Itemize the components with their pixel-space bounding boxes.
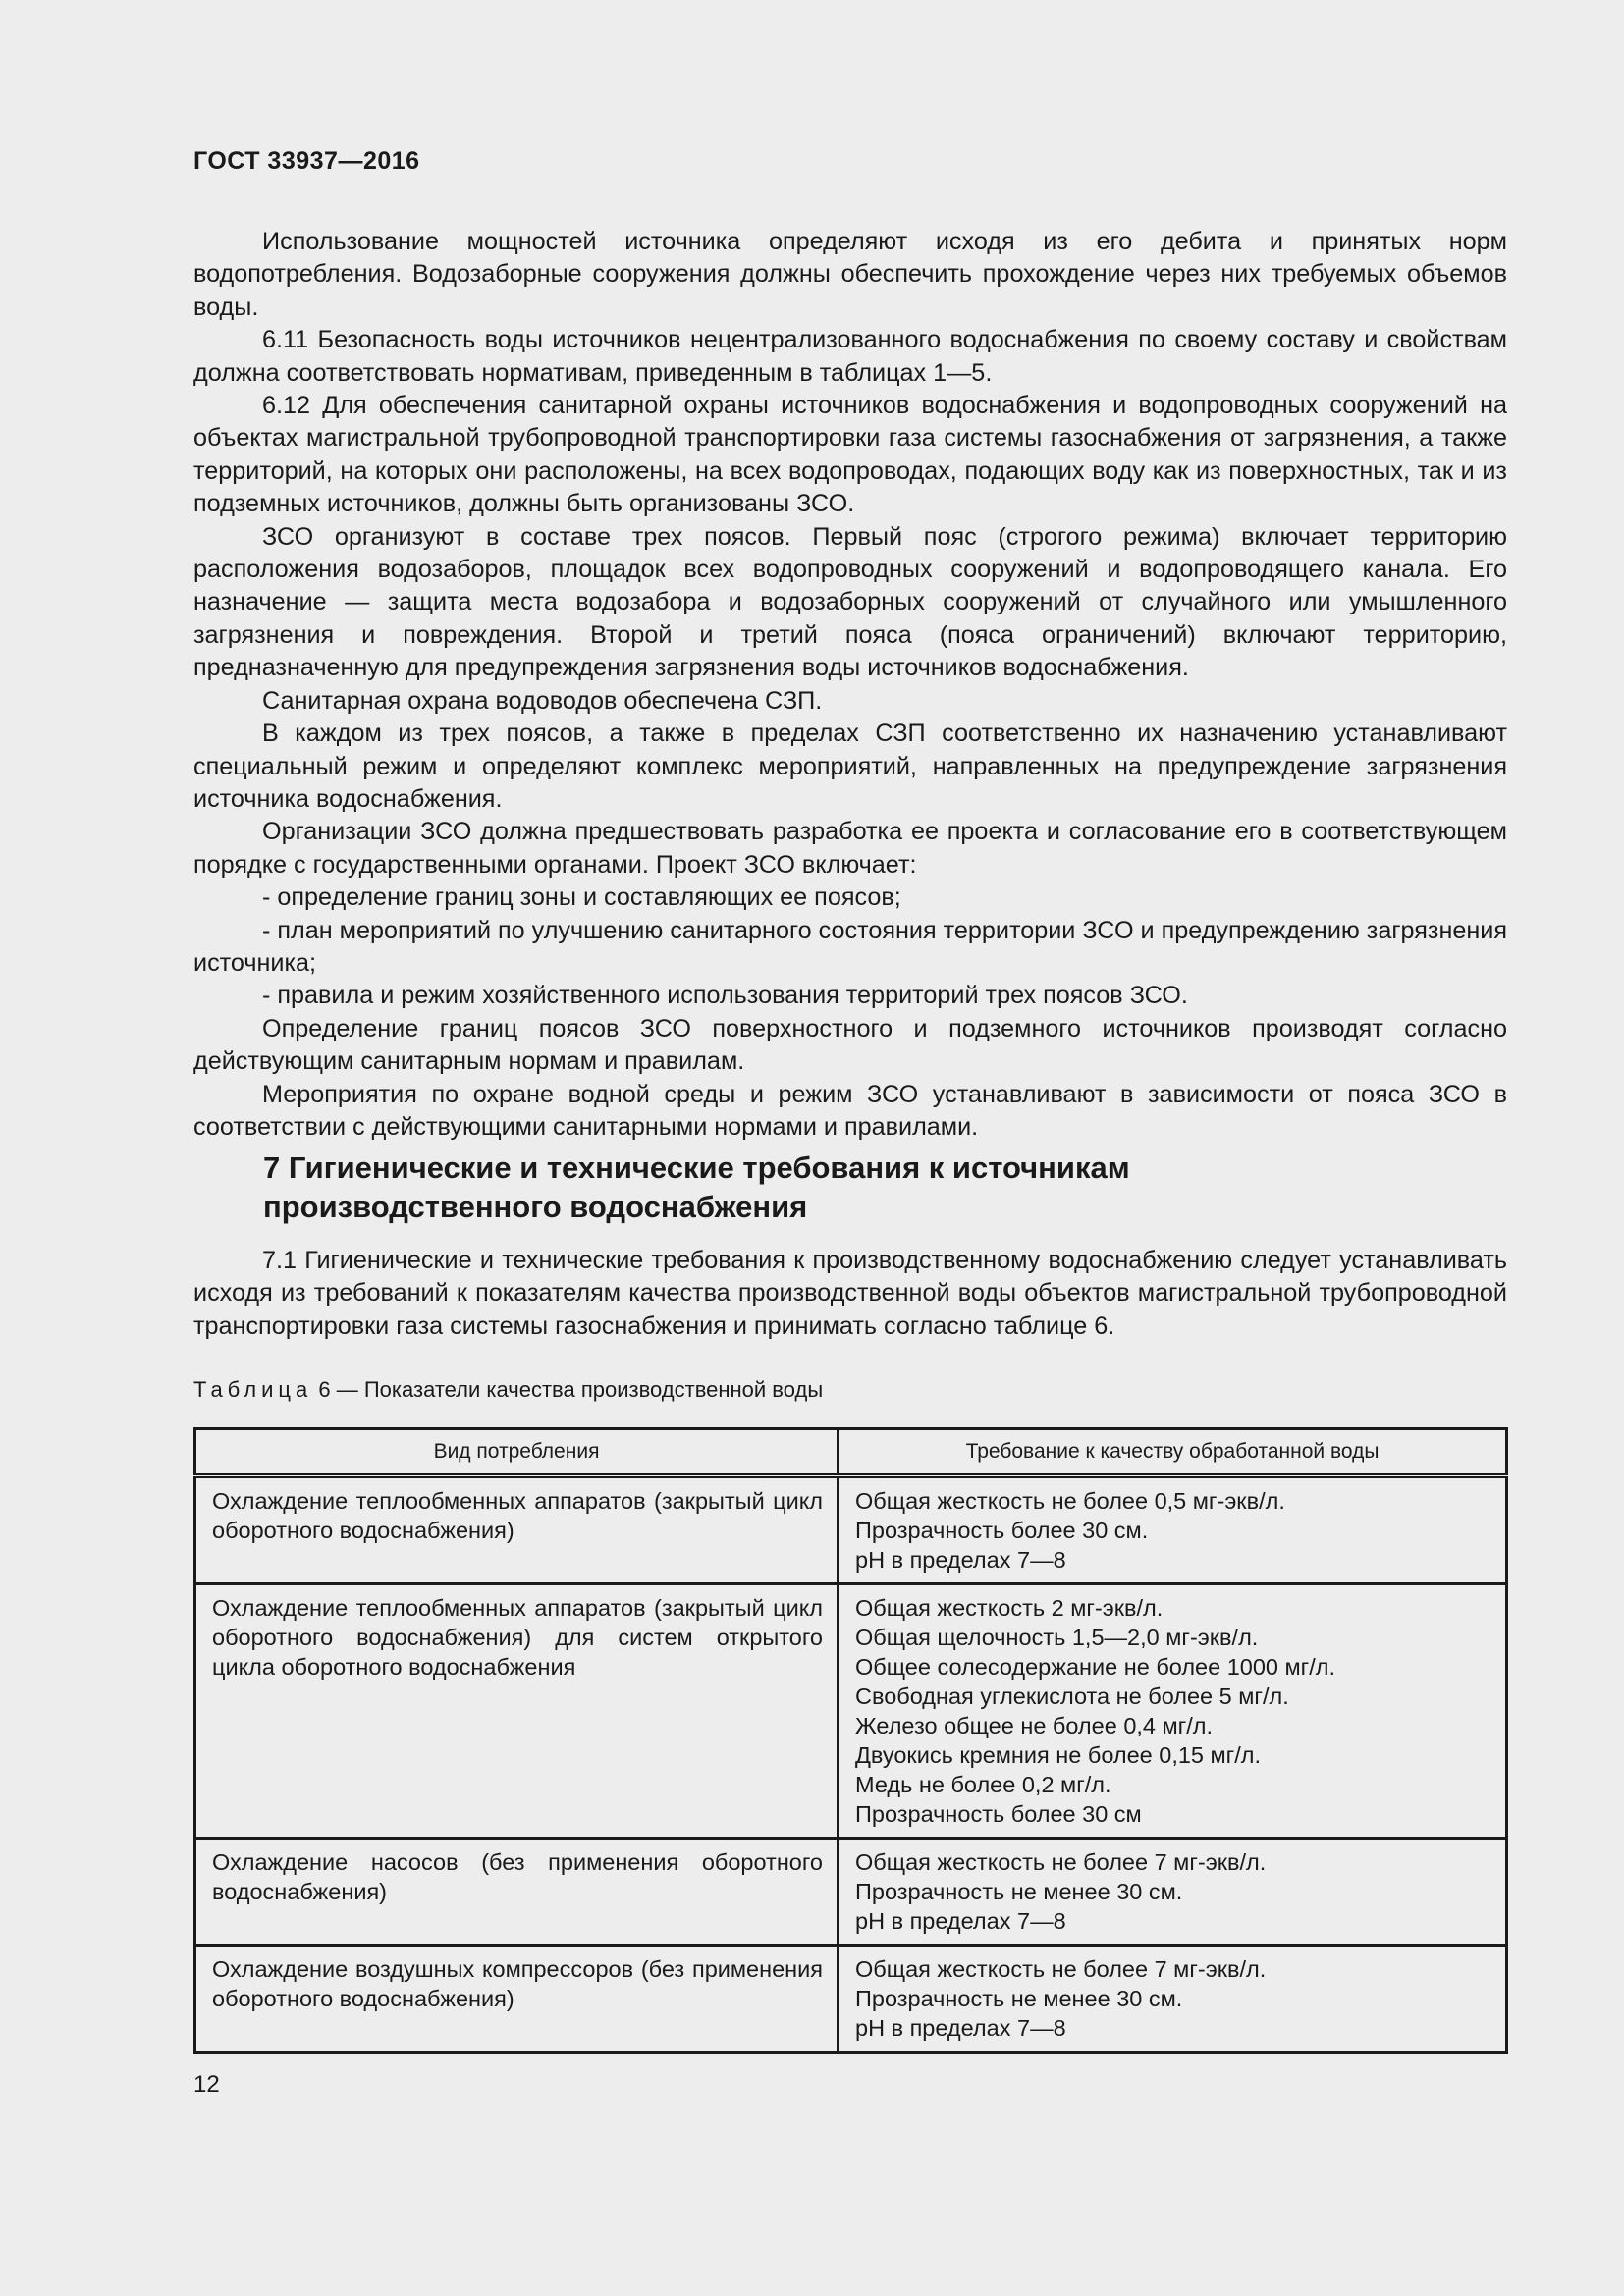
table-row	[195, 1946, 1507, 2053]
paragraph: 7.1 Гигиенические и технические требования к производственному водоснабжению следует устанавливать исходя из требований к показателям качества производственной воды объектов магистральной трубопроводной транспортировки газа системы газоснабжения и принимать согласно таблице 6.	[193, 1247, 1507, 1340]
paragraph: Санитарная охрана водоводов обеспечена СЗП.	[262, 686, 823, 715]
list-item: - план мероприятий по улучшению санитарного состояния территории ЗСО и предупреждению загрязнения источника;	[193, 916, 1507, 977]
table-row	[195, 1476, 1507, 1584]
paragraph: 6.11 Безопасность воды источников нецентрализованного водоснабжения по своему составу и свойствам должна соответствовать нормативам, приведенным в таблицах 1—5.	[193, 326, 1507, 387]
req-line: Прозрачность не менее 30 см.	[855, 1879, 1183, 1904]
table-cell-use: Охлаждение воздушных компрессоров (без применения оборотного водоснабжения)	[195, 1946, 839, 2053]
section-title-line: 7 Гигиенические и технические требования к источникам	[263, 1150, 1130, 1185]
document-header: ГОСТ 33937—2016	[193, 147, 420, 175]
req-line: Общее солесодержание не более 1000 мг/л.	[855, 1654, 1336, 1680]
section-7-body	[193, 1245, 1507, 1343]
section-7-title	[263, 1148, 1343, 1227]
table-6	[193, 1427, 1508, 2054]
req-line: Свободная углекислота не более 5 мг/л.	[855, 1683, 1289, 1709]
body-text	[193, 226, 1507, 1144]
table-cell-reqs	[839, 1476, 1507, 1584]
paragraph: Определение границ поясов ЗСО поверхностного и подземного источников производят согласно действующим санитарным нормам и правилам.	[193, 1014, 1507, 1076]
paragraph: 6.12 Для обеспечения санитарной охраны источников водоснабжения и водопроводных сооружений на объектах магистральной трубопроводной транспортировки газа системы газоснабжения от загрязнения, а также территорий, на которых они расположены, на всех водопроводах, подающих воду как из поверхностных, так и из подземных источников, должны быть организованы ЗСО.	[193, 392, 1507, 518]
column-header: Вид потребления	[195, 1429, 839, 1476]
req-line: Двуокись кремния не более 0,15 мг/л.	[855, 1742, 1262, 1768]
req-line: Общая щелочность 1,5—2,0 мг-экв/л.	[855, 1625, 1259, 1650]
table-cell-reqs	[839, 1946, 1507, 2053]
req-line: Железо общее не более 0,4 мг/л.	[855, 1713, 1214, 1738]
req-line: Прозрачность более 30 см	[855, 1801, 1142, 1827]
table-cell-reqs	[839, 1584, 1507, 1839]
table-row	[195, 1839, 1507, 1946]
paragraph: ЗСО организуют в составе трех поясов. Первый пояс (строгого режима) включает территорию расположения водозаборов, площадок всех водопроводных сооружений и водопроводящего канала. Его назначение — защита места водозабора и водозаборных сооружений от случайного или умышленного загрязнения и повреждения. Второй и третий пояса (пояса ограничений) включают территорию, предназначенную для предупреждения загрязнения воды источников водоснабжения.	[193, 522, 1507, 682]
section-title-line: производственного водоснабжения	[263, 1190, 808, 1224]
paragraph: Организации ЗСО должна предшествовать разработка ее проекта и согласование его в соответствующем порядке с государственными органами. Проект ЗСО включает:	[193, 818, 1507, 879]
req-line: pH в пределах 7—8	[855, 2015, 1066, 2041]
table-cell-use: Охлаждение теплообменных аппаратов (закрытый цикл оборотного водоснабжения) для систем открытого цикла оборотного водоснабжения	[195, 1584, 839, 1839]
list-item: - определение границ зоны и составляющих ее поясов;	[262, 883, 901, 912]
req-line: Общая жесткость 2 мг-экв/л.	[855, 1595, 1164, 1621]
req-line: Общая жесткость не более 7 мг-экв/л.	[855, 1849, 1267, 1875]
table-row	[195, 1584, 1507, 1839]
table-caption-text: 6 — Показатели качества производственной воды	[318, 1377, 824, 1402]
req-line: pH в пределах 7—8	[855, 1547, 1066, 1573]
list-item: - правила и режим хозяйственного использования территорий трех поясов ЗСО.	[262, 982, 1188, 1010]
table-cell-use: Охлаждение насосов (без применения оборотного водоснабжения)	[195, 1839, 839, 1946]
paragraph: Мероприятия по охране водной среды и режим ЗСО устанавливают в зависимости от пояса ЗСО в соответствии с действующими санитарными нормами и правилами.	[193, 1080, 1507, 1141]
paragraph: Использование мощностей источника определяют исходя из его дебита и принятых норм водопотребления. Водозаборные сооружения должны обеспечить прохождение через них требуемых объемов воды.	[193, 228, 1507, 321]
req-line: Прозрачность более 30 см.	[855, 1518, 1149, 1543]
req-line: Общая жесткость не более 0,5 мг-экв/л.	[855, 1488, 1285, 1514]
column-header: Требование к качеству обработанной воды	[839, 1429, 1507, 1476]
req-line: Медь не более 0,2 мг/л.	[855, 1772, 1111, 1797]
req-line: Прозрачность не менее 30 см.	[855, 1986, 1183, 2011]
req-line: pH в пределах 7—8	[855, 1908, 1066, 1934]
page-number: 12	[193, 2071, 220, 2098]
paragraph: В каждом из трех поясов, а также в пределах СЗП соответственно их назначению устанавливают специальный режим и определяют комплекс мероприятий, направленных на предупреждение загрязнения источника водоснабжения.	[193, 720, 1507, 813]
table-caption-label: Таблица	[193, 1377, 313, 1402]
table-cell-use: Охлаждение теплообменных аппаратов (закрытый цикл оборотного водоснабжения)	[195, 1476, 839, 1584]
table-caption	[193, 1377, 823, 1403]
req-line: Общая жесткость не более 7 мг-экв/л.	[855, 1956, 1267, 1982]
table-cell-reqs	[839, 1839, 1507, 1946]
